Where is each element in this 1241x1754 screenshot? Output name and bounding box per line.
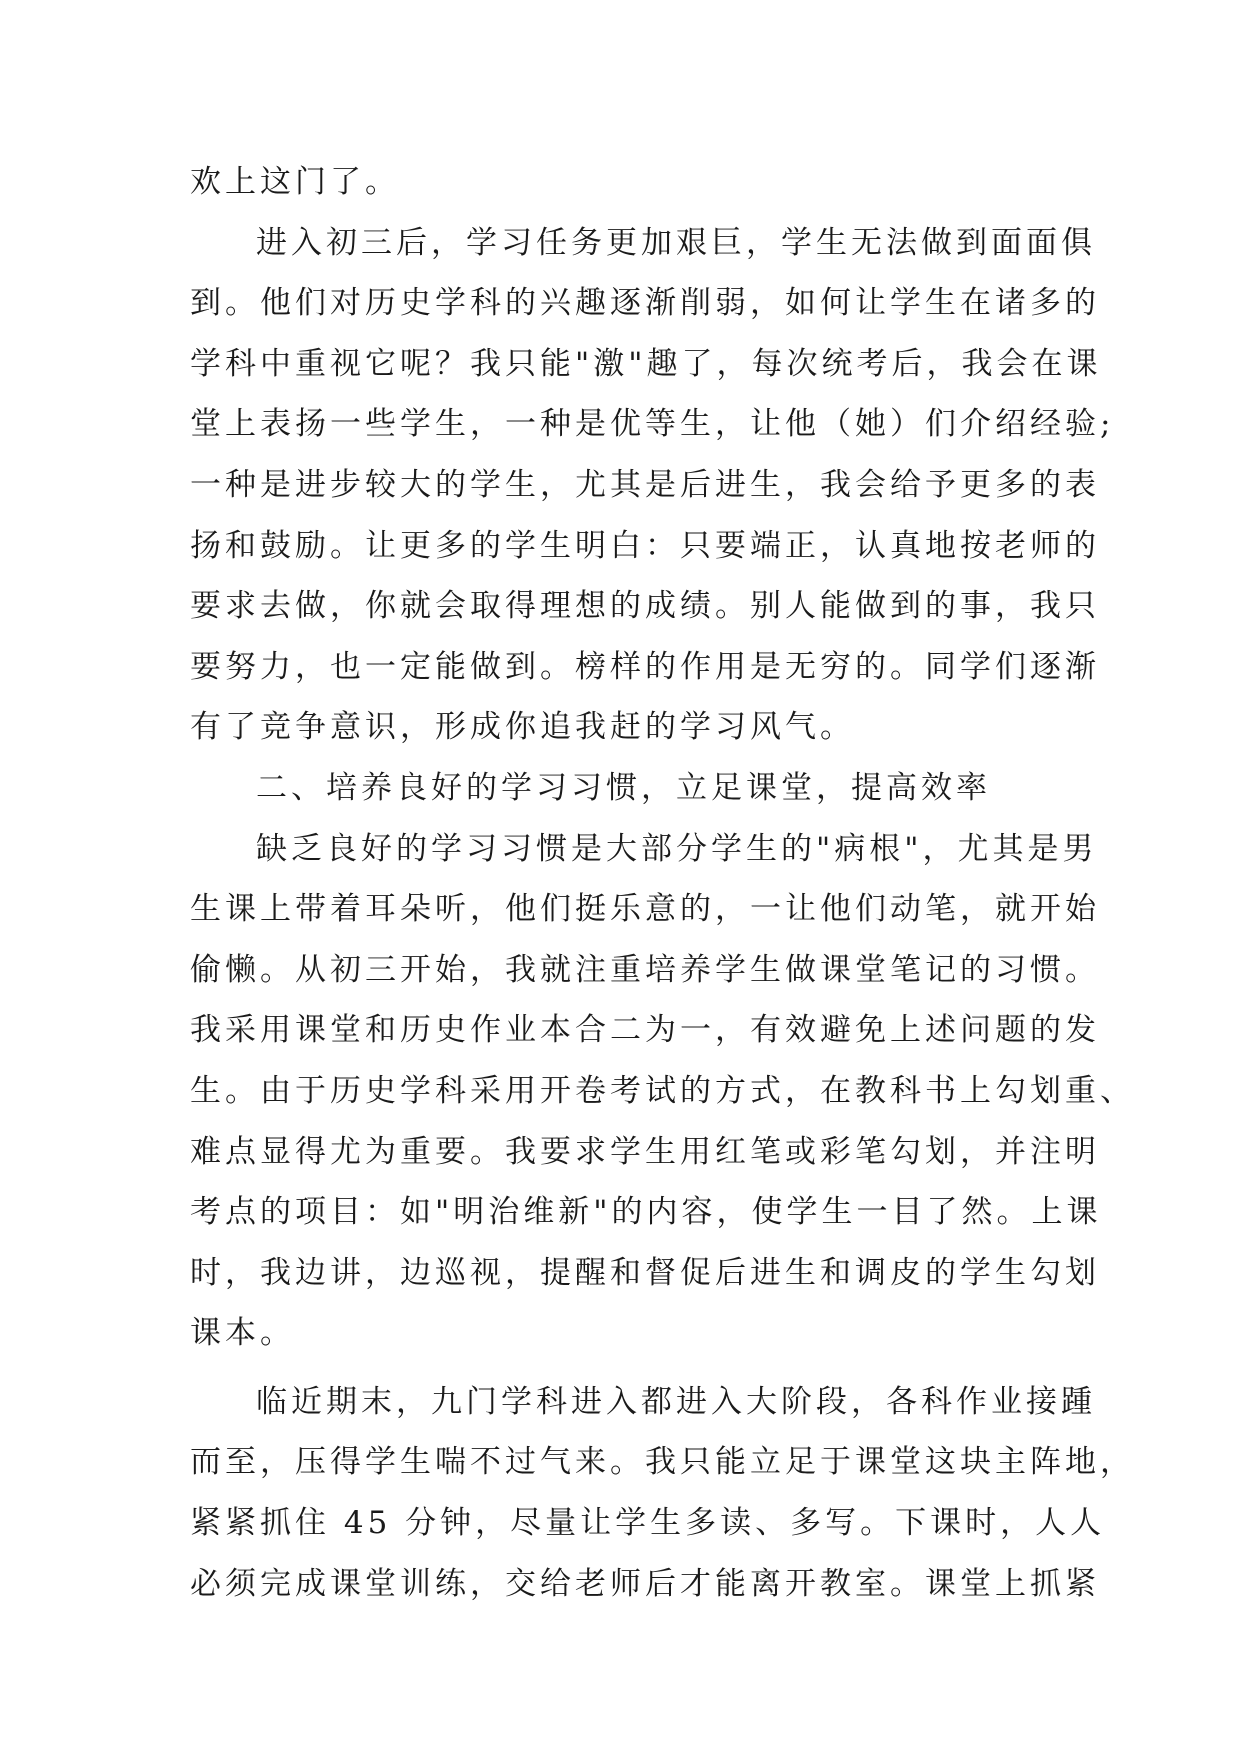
- text-line: 要努力，也一定能做到。榜样的作用是无穷的。同学们逐渐: [190, 648, 1100, 685]
- text-line: 堂上表扬一些学生，一种是优等生，让他（她）们介绍经验;: [190, 406, 1115, 443]
- text-line: 紧紧抓住 45 分钟，尽量让学生多读、多写。下课时，人人: [190, 1505, 1106, 1542]
- text-line: 要求去做，你就会取得理想的成绩。别人能做到的事，我只: [190, 588, 1100, 625]
- text-line: 临近期末，九门学科进入都进入大阶段，各科作业接踵: [256, 1383, 1096, 1420]
- text-line: 生课上带着耳朵听，他们挺乐意的，一让他们动笔，就开始: [190, 891, 1100, 928]
- text-line: 一种是进步较大的学生，尤其是后进生，我会给予更多的表: [190, 466, 1100, 503]
- text-line: 到。他们对历史学科的兴趣逐渐削弱，如何让学生在诸多的: [190, 285, 1100, 322]
- text-line: 欢上这门了。: [190, 164, 400, 200]
- section-heading: 二、培养良好的学习习惯，立足课堂，提高效率: [256, 769, 991, 806]
- text-line: 进入初三后，学习任务更加艰巨，学生无法做到面面俱: [256, 224, 1096, 261]
- text-line: 考点的项目：如"明治维新"的内容，使学生一目了然。上课: [190, 1194, 1102, 1231]
- text-line: 有了竞争意识，形成你追我赶的学习风气。: [190, 709, 855, 746]
- text-line: 我采用课堂和历史作业本合二为一，有效避免上述问题的发: [190, 1012, 1100, 1049]
- text-line: 扬和鼓励。让更多的学生明白：只要端正，认真地按老师的: [190, 527, 1100, 564]
- text-line: 难点显得尤为重要。我要求学生用红笔或彩笔勾划，并注明: [190, 1133, 1100, 1170]
- text-line: 课本。: [190, 1315, 295, 1352]
- text-line: 生。由于历史学科采用开卷考试的方式，在教科书上勾划重、: [190, 1072, 1135, 1109]
- text-line: 必须完成课堂训练，交给老师后才能离开教室。课堂上抓紧: [190, 1565, 1100, 1602]
- text-line: 偷懒。从初三开始，我就注重培养学生做课堂笔记的习惯。: [190, 951, 1100, 988]
- text-line: 时，我边讲，边巡视，提醒和督促后进生和调皮的学生勾划: [190, 1254, 1100, 1291]
- text-line: 缺乏良好的学习习惯是大部分学生的"病根"，尤其是男: [256, 830, 1098, 867]
- document-body: [190, 152, 1135, 1614]
- text-line: 学科中重视它呢？我只能"激"趣了，每次统考后，我会在课: [190, 345, 1102, 382]
- text-line: 而至，压得学生喘不过气来。我只能立足于课堂这块主阵地，: [190, 1444, 1135, 1481]
